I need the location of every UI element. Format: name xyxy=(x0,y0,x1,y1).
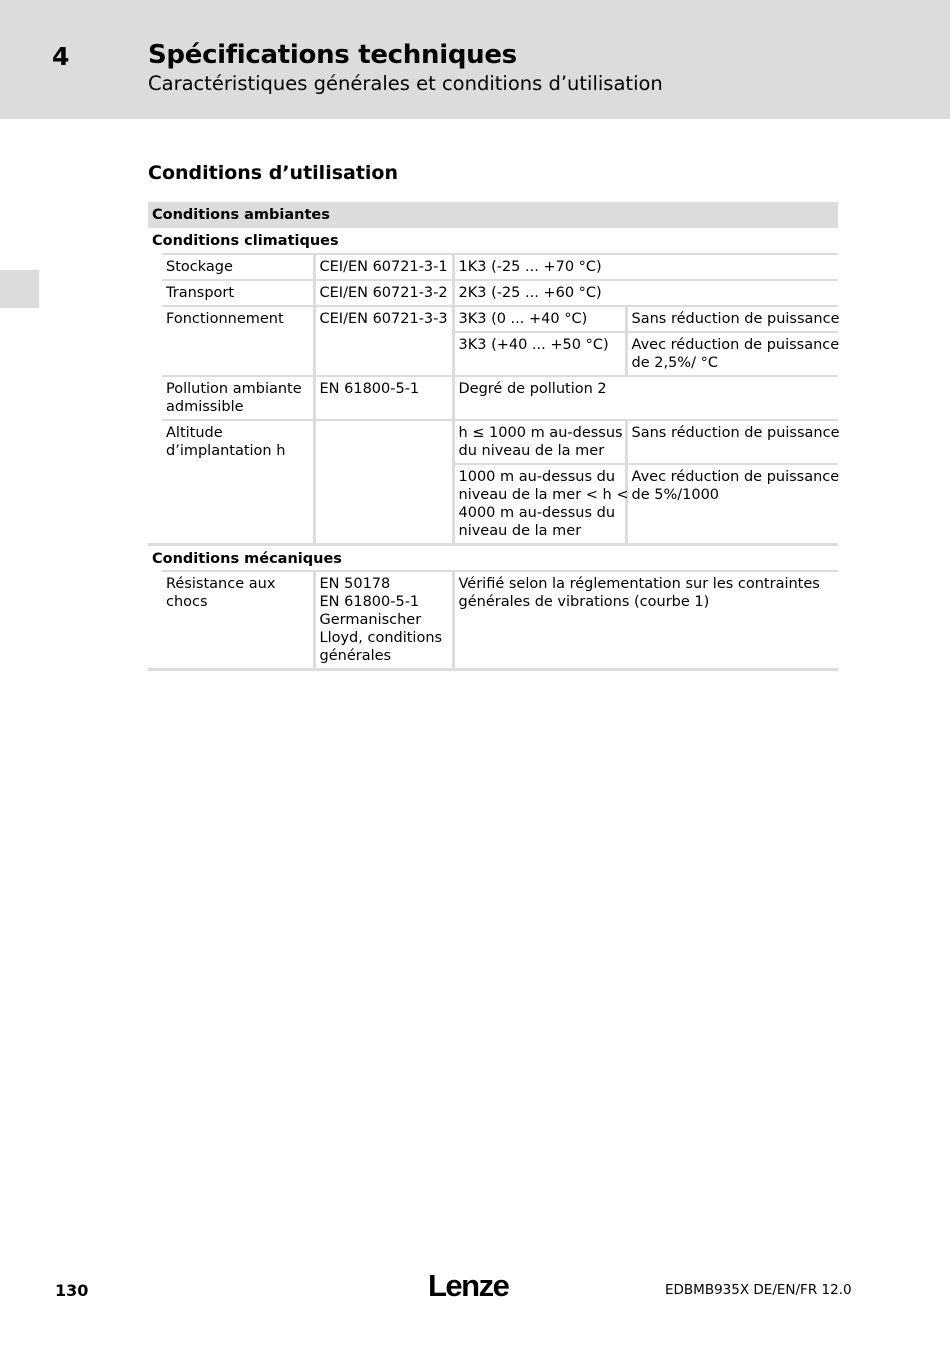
shock-label-line: Résistance aux xyxy=(166,575,276,592)
pollution-label-line: Pollution ambiante xyxy=(166,381,302,397)
transport-label: Transport xyxy=(162,280,314,306)
operation-note-2 xyxy=(626,332,838,376)
table-row xyxy=(148,571,838,670)
shock-label-line: chocs xyxy=(166,593,208,610)
table-row xyxy=(148,376,838,420)
operation-range-2: 3K3 (+40 ... +50 °C) xyxy=(453,332,626,376)
altitude-condition-line: 4000 m au-dessus du xyxy=(458,505,616,521)
altitude-condition-line: du niveau de la mer xyxy=(458,443,605,459)
shock-standards xyxy=(314,571,453,670)
group-mechanical-row xyxy=(148,545,838,571)
lenze-logo-text: Lenze xyxy=(428,1268,509,1302)
indent-cell xyxy=(148,332,162,376)
table-header-row xyxy=(148,202,838,228)
pollution-standard: EN 61800-5-1 xyxy=(314,376,453,420)
altitude-note-2-line: Avec réduction de puissance xyxy=(631,469,840,485)
altitude-condition-line: niveau de la mer < h < xyxy=(458,487,629,503)
group-climatic-title: Conditions climatiques xyxy=(152,233,339,249)
table-row xyxy=(148,420,838,464)
group-climatic-row xyxy=(148,228,838,254)
operation-note-1: Sans réduction de puissance xyxy=(626,306,838,332)
altitude-note-2 xyxy=(626,464,838,545)
shock-value xyxy=(453,571,838,670)
transport-standard: CEI/EN 60721-3-2 xyxy=(314,280,453,306)
altitude-label-line: d’implantation h xyxy=(166,443,286,459)
indent-cell xyxy=(148,280,162,306)
table-header-label: Conditions ambiantes xyxy=(148,202,838,228)
operation-label: Fonctionnement xyxy=(162,306,314,376)
shock-value-line: Vérifié selon la réglementation sur les contraintes xyxy=(458,575,820,592)
shock-standard-line: EN 50178 xyxy=(319,575,391,592)
transport-value: 2K3 (-25 ... +60 °C) xyxy=(453,280,838,306)
indent-cell xyxy=(148,376,162,420)
shock-standard-line: Lloyd, conditions xyxy=(319,629,443,646)
indent-cell xyxy=(148,420,162,464)
operation-note-2-line: Avec réduction de puissance xyxy=(631,337,840,353)
storage-value: 1K3 (-25 ... +70 °C) xyxy=(453,254,838,280)
altitude-label xyxy=(162,420,314,545)
pollution-label xyxy=(162,376,314,420)
page-subtitle: Caractéristiques générales et conditions d’utilisation xyxy=(148,72,663,95)
table-row xyxy=(148,280,838,306)
indent-cell xyxy=(148,254,162,280)
page-title: Spécifications techniques xyxy=(148,40,517,70)
indent-cell xyxy=(148,571,162,670)
altitude-condition-2 xyxy=(453,464,629,545)
page-number: 130 xyxy=(55,1281,89,1300)
pollution-value: Degré de pollution 2 xyxy=(453,376,838,420)
shock-standard-line: Germanischer xyxy=(319,611,422,628)
lenze-logo xyxy=(428,1268,518,1302)
altitude-standard xyxy=(314,420,453,545)
altitude-note-1: Sans réduction de puissance xyxy=(626,420,838,464)
shock-label xyxy=(162,571,314,670)
chapter-number: 4 xyxy=(52,42,70,71)
pollution-label-line: admissible xyxy=(166,399,244,415)
indent-cell xyxy=(148,464,162,545)
storage-standard: CEI/EN 60721-3-1 xyxy=(314,254,453,280)
conditions-table xyxy=(148,202,838,671)
shock-value-line: générales de vibrations (courbe 1) xyxy=(458,593,710,610)
section-heading: Conditions d’utilisation xyxy=(148,162,399,184)
storage-label: Stockage xyxy=(162,254,314,280)
altitude-condition-1 xyxy=(453,420,626,464)
operation-standard: CEI/EN 60721-3-3 xyxy=(314,306,453,376)
operation-range-1: 3K3 (0 ... +40 °C) xyxy=(453,306,626,332)
shock-standard-line: EN 61800-5-1 xyxy=(319,593,420,610)
altitude-condition-line: h ≤ 1000 m au-dessus xyxy=(458,425,623,441)
altitude-condition-line: niveau de la mer xyxy=(458,523,582,539)
table-row xyxy=(148,254,838,280)
indent-cell xyxy=(148,306,162,332)
altitude-label-line: Altitude xyxy=(166,425,223,441)
document-id: EDBMB935X DE/EN/FR 12.0 xyxy=(665,1282,852,1298)
operation-note-2-line: de 2,5%/ °C xyxy=(631,355,718,371)
shock-standard-line: générales xyxy=(319,647,392,664)
chapter-side-tab xyxy=(0,270,39,308)
group-mechanical-title: Conditions mécaniques xyxy=(148,545,838,571)
table-row xyxy=(148,306,838,332)
altitude-note-2-line: de 5%/1000 xyxy=(631,487,720,503)
altitude-condition-line: 1000 m au-dessus du xyxy=(458,469,616,485)
